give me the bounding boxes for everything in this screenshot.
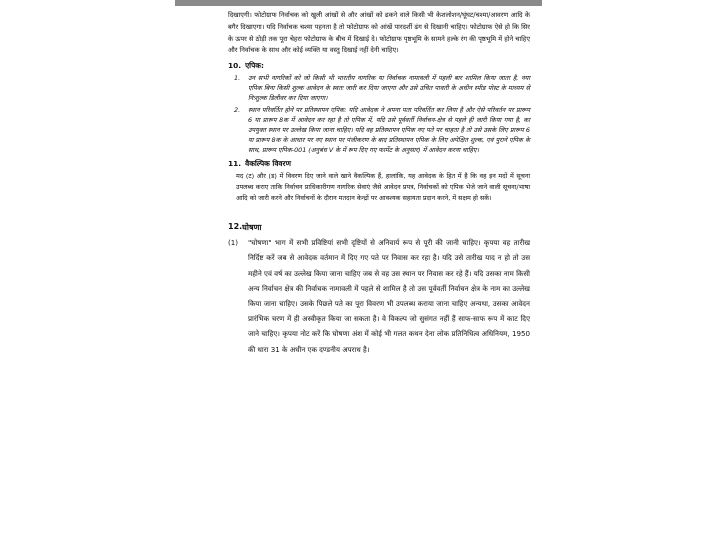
section-title: एपिक:: [245, 61, 264, 71]
list-item: [228, 235, 530, 357]
section-11-text: मद (ट) और (ड) में विवरण दिए जाने वाले खाने वैकल्पिक हैं, हालांकि, यह आवेदक के हित में है कि वह इन मदों में सूचना उपलब्ध कराए ताकि निर्वाचन प्राधिकारीगण नागरिक सेवाएं जैसे आवेदन प्रपत्र, निर्वाचकों को एपिक भेजे जाने वाली सूचना/भाषा आदि को जारी करने और निर्वाचनों के दौरान मतदान केन्द्रों पर आवश्यक सहायता प्रदान करने, में सक्षम हो सकें।: [236, 172, 530, 203]
section-11-heading: [228, 159, 530, 169]
item-number: 2.: [234, 106, 241, 115]
item-number: (1): [228, 238, 239, 248]
section-title: घोषणा: [242, 223, 262, 233]
intro-paragraph: दिखाएगी। फोटोग्राफ निर्वाचक को खुली आंखों से और आंखों को ढकने वाले किसी भी केशलोशन/घूंघट/चश्मा/आवरण आदि के बगैर दिखाएगा। यदि निर्वाचक चश्मा पहनता है तो फोटोग्राफ को आंखें पारदर्शी ढंग से दिखानी चाहिए। फोटोग्राफ ऐसे हो कि सिर के ऊपर से ठोड़ी तक पूरा चेहरा फोटोग्राफ के बीच में दिखाई दे। फोटोग्राफ पृष्ठभूमि के सामने हल्के रंग की पृष्ठभूमि में होने चाहिए और निर्वाचक के साथ और कोई व्यक्ति या वस्तु दिखाई नहीं देनी चाहिए।: [228, 11, 530, 55]
section-number: 11.: [228, 159, 242, 169]
item-number: 1.: [234, 74, 241, 83]
section-10-heading: [228, 61, 530, 71]
section-12-heading: [228, 222, 530, 233]
item-text: "घोषणा" भाग में सभी प्रविष्टियां सभी दृष्टियों से अनिवार्य रूप से पूरी की जानी चाहिए। कृपया वह तारीख निर्दिष्ट करें जब से आवेदक वर्तमान में दिए गए पते पर निवास कर रहा है। यदि उसे तारीख याद न हो तो उस महीने एवं वर्ष का उल्लेख किया जाना चाहिए जब से वह उस स्थान पर निवास कर रहे हैं। यदि उसका नाम किसी अन्य निर्वाचन क्षेत्र की निर्वाचक नामावली में पहले से शामिल है तो उस पूर्ववर्ती निर्वाचन क्षेत्र के नाम का उल्लेख किया जाना चाहिए। उसके पिछले पते का पूरा विवरण भी उपलब्ध कराया जाना चाहिए अन्यथा, उसका आवेदन प्रारंभिक चरण में ही अस्वीकृत किया जा सकता है। वे विकल्प जो सुसंगत नहीं हैं साफ-साफ रूप में काट दिए जाने चाहिए। कृपया नोट करें कि घोषणा अंश में कोई भी गलत कथन देना लोक प्रतिनिधित्व अधिनियम, 1950 की धारा 31 के अधीन एक दण्डनीय अपराध है।: [248, 238, 530, 354]
section-number: 12.: [228, 222, 243, 232]
section-title: वैकल्पिक विवरण: [245, 159, 291, 169]
top-scrollbar: [175, 0, 542, 6]
list-item: [228, 73, 530, 103]
item-text: उन सभी नागरिकों को जो किसी भी भारतीय नागरिक या निर्वाचक नामावली में पहली बार शामिल किया जाता है, नया एपिक बिना किसी शुल्क आवेदन के स्वतः जारी कर दिया जाएगा और उसे उचित पावती के अधीन स्पीड पोस्ट के माध्यम से निःशुल्क डिलीवर कर दिया जाएगा।: [248, 74, 530, 103]
document-page: [228, 10, 530, 357]
list-item: [228, 105, 530, 155]
section-number: 10.: [228, 61, 242, 71]
item-text: स्थान परिवर्तित होने पर प्रतिस्थापन एपिक: यदि आवेदक ने अपना पता परिवर्तित कर लिया है और ऐसे परिवर्तन पर प्रारूप 6 या प्रारूप 8क में आवेदन कर रहा है तो एपिक में, यदि उसे पूर्ववर्ती निर्वाचन-क्षेत्र से पहले ही जारी किया गया है, का उपयुक्त स्थान पर उल्लेख किया जाना चाहिए। यदि वह प्रतिस्थापन एपिक नए पते पर चाहता है तो उसे उसके लिए प्रारूप 6 या प्रारूप 8क के आधार पर नए स्थान पर पंजीकरण के बाद प्रतिस्थापन एपिक के लिए अपेक्षित शुल्क, एवं पुराने एपिक के साथ, प्रारूप एपिक-001 (अनुबंध V के में रूप दिए गए फार्मेट के अनुसार) में आवेदन करना चाहिए।: [248, 106, 530, 155]
